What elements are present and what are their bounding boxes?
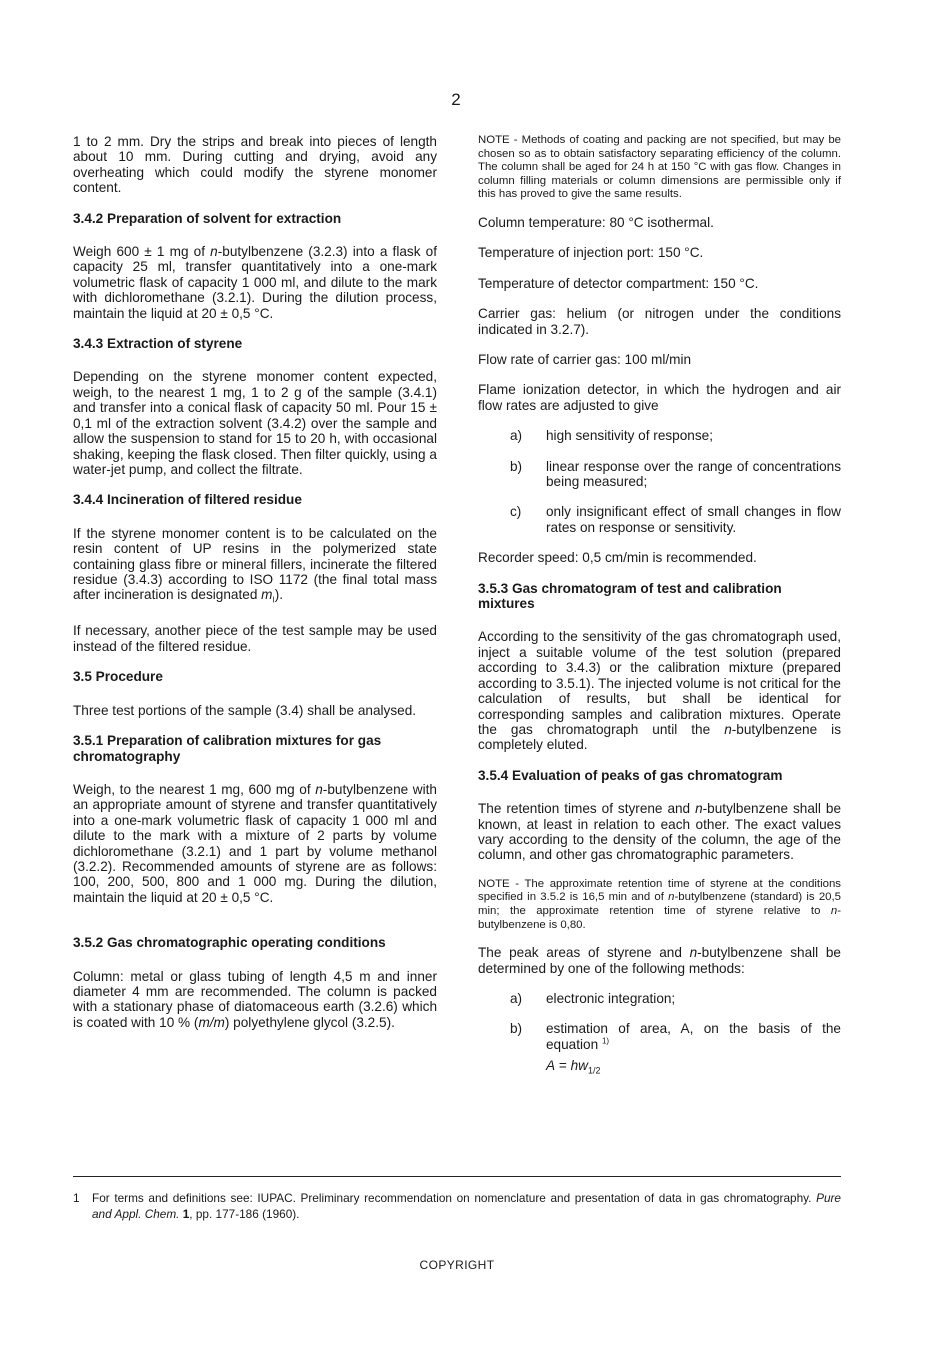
list-item: a) electronic integration; — [510, 990, 676, 1006]
paragraph-peak-areas: The peak areas of styrene and n-butylbenzene shall be determined by one of the following methods: — [478, 945, 841, 976]
peak-methods-list — [478, 991, 841, 1079]
paragraph-3-4-4-b: If necessary, another piece of the test sample may be used instead of the filtered residue. — [73, 623, 437, 654]
carrier-gas: Carrier gas: helium (or nitrogen under the conditions indicated in 3.2.7). — [478, 306, 841, 337]
list-item: b) linear response over the range of concentrations being measured; — [510, 458, 841, 490]
paragraph-3-5-1: Weigh, to the nearest 1 mg, 600 mg of n-butylbenzene with an appropriate amount of styrene and transfer quantitatively into a one-mark volumetric flask of capacity 1 000 ml and dilute to the mark with a mixture of 2 parts by volume dichloromethane (3.2.1) and 1 part by volume methanol (3.2.2). Recommended amounts of styrene are as follows: 100, 200, 500, 800 and 1 000 mg. During the dilution, maintain the liquid at 20 ± 0,5 °C. — [73, 781, 437, 905]
paragraph-3-5: Three test portions of the sample (3.4) shall be analysed. — [73, 702, 417, 718]
paragraph-3-5-2: Column: metal or glass tubing of length 4,5 m and inner diameter 4 mm are recommended. The column is packed with a stationary phase of diatomaceous earth (3.2.6) which is coated with 10 % (m/m) polyethylene glycol (3.2.5). — [73, 968, 437, 1030]
page-number: 2 — [451, 90, 461, 109]
paragraph-3-4-4: If the styrene monomer content is to be calculated on the resin content of UP resins in the polymerized state containing glass fibre or mineral fillers, incinerate the filtered residue (3.4.3) according to ISO 1172 (the final total mass after incineration is designated $m_I$). — [73, 525, 437, 606]
heading-3-5: 3.5 Procedure — [73, 669, 163, 685]
flame-ionization-detector: Flame ionization detector, in which the hydrogen and air flow rates are adjusted to give — [478, 382, 841, 413]
copyright-notice: COPYRIGHT — [419, 1258, 495, 1272]
heading-3-5-4: 3.5.4 Evaluation of peaks of gas chromatogram — [478, 767, 783, 783]
right-column — [478, 134, 841, 1093]
footnote-divider — [73, 1176, 841, 1177]
area-equation: $A = hw_{1/2}$ — [546, 1058, 601, 1076]
paragraph-3-5-4: The retention times of styrene and n-butylbenzene shall be known, at least in relation to each other. The exact values vary according to the density of the column, the age of the column, and other gas chromatographic parameters. — [478, 801, 842, 863]
note-column-coating: NOTE - Methods of coating and packing are not specified, but may be chosen so as to obtain satisfactory separating efficiency of the column. The column shall be aged for 24 h at 150 °C with gas flow. Changes in column filling materials or column dimensions are permissible only if this has proved to give the same results. — [478, 134, 841, 201]
heading-3-5-2: 3.5.2 Gas chromatographic operating conditions — [73, 935, 386, 951]
heading-3-5-3: 3.5.3 Gas chromatogram of test and calibration mixtures — [478, 580, 782, 612]
paragraph-3-4-3: Depending on the styrene monomer content expected, weigh, to the nearest 1 mg, 1 to 2 g of the sample (3.4.1) and transfer into a conical flask of capacity 50 ml. Pour 15 ± 0,1 ml of the extraction solvent (3.4.2) over the sample and allow the suspension to stand for 15 to 20 h, with occasional shaking, keeping the flask closed. Then filter quickly, using a water-jet pump, and collect the filtrate. — [73, 369, 437, 477]
left-column — [73, 134, 437, 1045]
heading-3-4-2: 3.4.2 Preparation of solvent for extraction — [73, 210, 342, 226]
fid-requirements-list — [478, 428, 841, 535]
footnote-number: 1 — [73, 1191, 80, 1205]
carrier-flow-rate: Flow rate of carrier gas: 100 ml/min — [478, 352, 692, 367]
paragraph-3-5-3: According to the sensitivity of the gas chromatograph used, inject a suitable volume of the test solution (prepared according to 3.4.3) or the calibration mixture (prepared according to 3.5.1). The injected volume is not critical for the calculation of results, but shall be identical for corresponding samples and calibration mixtures. Operate the gas chromatograph until the n-butylbenzene is completely eluted. — [478, 629, 842, 753]
paragraph-intro: 1 to 2 mm. Dry the strips and break into pieces of length about 10 mm. During cutting and drying, avoid any overheating which could modify the styrene monomer content. — [73, 134, 437, 196]
footnote-reference[interactable]: 1) — [601, 1036, 610, 1046]
column-temperature: Column temperature: 80 °C isothermal. — [478, 214, 714, 230]
detector-temperature: Temperature of detector compartment: 150 °C. — [478, 275, 759, 291]
recorder-speed: Recorder speed: 0,5 cm/min is recommended. — [478, 550, 757, 566]
heading-3-4-4: 3.4.4 Incineration of filtered residue — [73, 492, 302, 508]
injection-temperature: Temperature of injection port: 150 °C. — [478, 245, 704, 261]
heading-3-4-3: 3.4.3 Extraction of styrene — [73, 336, 243, 352]
list-item: a) high sensitivity of response; — [510, 428, 713, 444]
paragraph-3-4-2: Weigh 600 ± 1 mg of n-butylbenzene (3.2.3) into a flask of capacity 25 ml, transfer quantitatively into a one-mark volumetric flask of capacity 1 000 ml, and dilute to the mark with dichloromethane (3.2.1). During the dilution process, maintain the liquid at 20 ± 0,5 °C. — [73, 244, 437, 321]
list-item: b) estimation of area, A, on the basis of the equation $^{1)}$ — [510, 1021, 841, 1052]
footnote-text: For terms and definitions see: IUPAC. Preliminary recommendation on nomenclature and presentation of data in gas chromatography. Pure and Appl. Chem. 1, pp. 177-186 (1960). — [92, 1191, 841, 1221]
list-item: c) only insignificant effect of small changes in flow rates on response or sensitivity. — [510, 504, 841, 535]
footnote — [73, 1190, 841, 1222]
note-retention-time: NOTE - The approximate retention time of styrene at the conditions specified in 3.5.2 is 16,5 min and of n-butylbenzene (standard) is 20,5 min; the approximate retention time of styrene relative to n-butylbenzene is 0,80. — [478, 877, 841, 931]
heading-3-5-1: 3.5.1 Preparation of calibration mixtures for gas chromatography — [73, 733, 382, 764]
